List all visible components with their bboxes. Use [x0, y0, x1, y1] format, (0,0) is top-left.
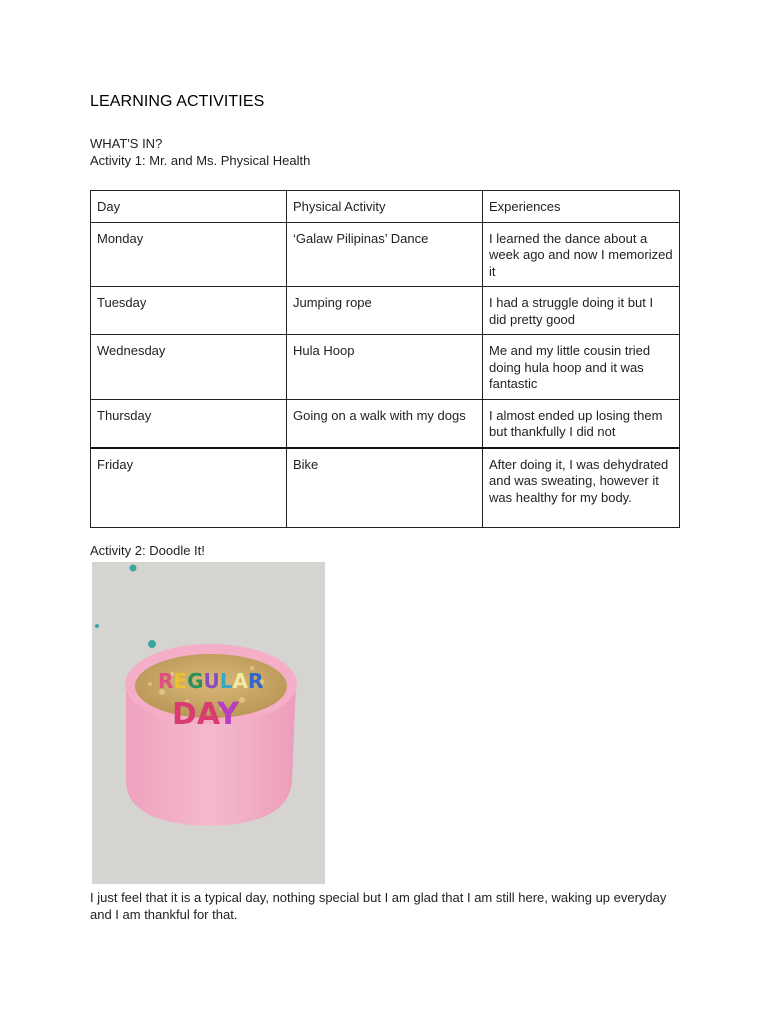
paint-dot: [148, 640, 156, 648]
doodle-word-regular: REGULAR: [158, 669, 264, 693]
cell-activity: Jumping rope: [287, 287, 483, 335]
table-header-row: [91, 191, 680, 223]
header-physical-activity: Physical Activity: [287, 191, 483, 223]
cell-experience: I learned the dance about a week ago and now I memorized it: [483, 222, 680, 287]
cell-day: Monday: [91, 222, 287, 287]
cell-day: Friday: [91, 448, 287, 528]
doodle-illustration: [92, 562, 325, 884]
activity-2-title: Activity 2: Doodle It!: [90, 543, 205, 558]
activity-table: [90, 190, 680, 528]
cell-experience: Me and my little cousin tried doing hula hoop and it was fantastic: [483, 335, 680, 400]
table-row: [91, 222, 680, 287]
cell-activity: Going on a walk with my dogs: [287, 399, 483, 448]
cell-day: Tuesday: [91, 287, 287, 335]
cell-day: Wednesday: [91, 335, 287, 400]
cell-activity: Bike: [287, 448, 483, 528]
paint-dot: [130, 565, 137, 572]
table-row: [91, 448, 680, 528]
activity-1-title: Activity 1: Mr. and Ms. Physical Health: [90, 153, 311, 168]
cell-day: Thursday: [91, 399, 287, 448]
table-row: [91, 335, 680, 400]
table-row: [91, 399, 680, 448]
header-experiences: Experiences: [483, 191, 680, 223]
section-heading: WHAT'S IN?: [90, 136, 163, 151]
doodle-drawing: [92, 562, 325, 884]
cell-experience: I almost ended up losing them but thankfully I did not: [483, 399, 680, 448]
doodle-word-day: DAY: [172, 697, 239, 732]
cell-activity: Hula Hoop: [287, 335, 483, 400]
cell-experience: After doing it, I was dehydrated and was sweating, however it was healthy for my body.: [483, 448, 680, 528]
cell-experience: I had a struggle doing it but I did pretty good: [483, 287, 680, 335]
cell-activity: ‘Galaw Pilipinas’ Dance: [287, 222, 483, 287]
table-row: [91, 287, 680, 335]
page-title: LEARNING ACTIVITIES: [90, 93, 265, 110]
doodle-caption: I just feel that it is a typical day, nothing special but I am glad that I am still here, waking up everyday and I am thankful for that.: [90, 890, 667, 922]
header-day: Day: [91, 191, 287, 223]
paint-dot: [95, 624, 99, 628]
